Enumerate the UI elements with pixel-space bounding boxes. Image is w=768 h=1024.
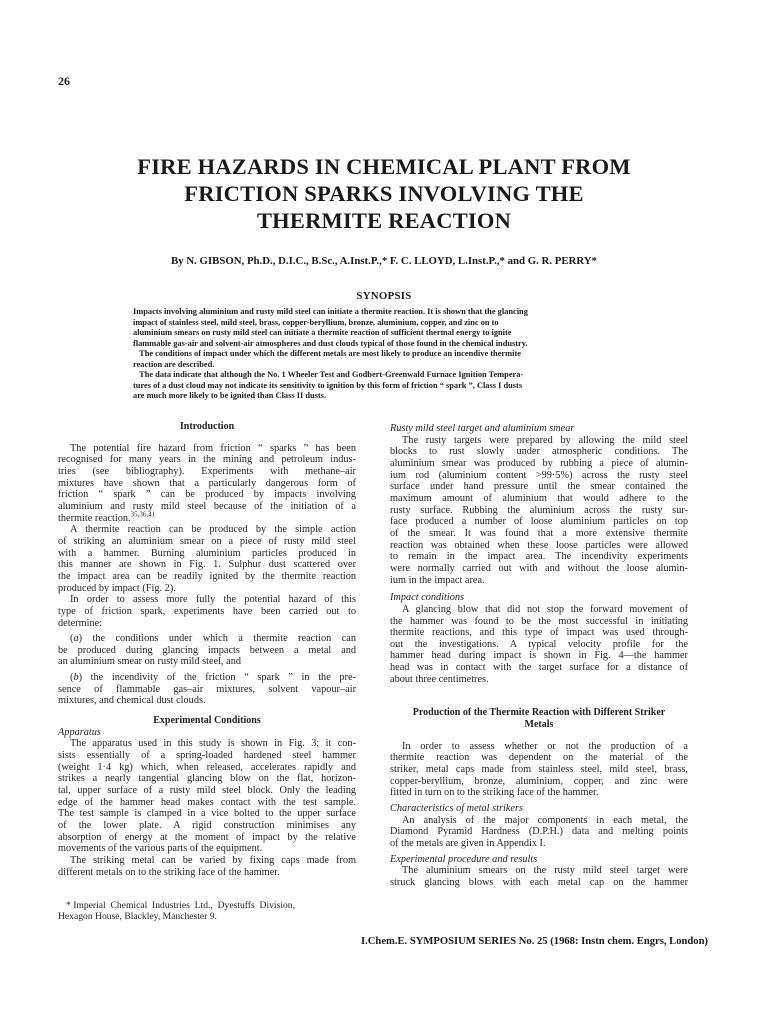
text-line: about three centimetres.: [390, 673, 489, 685]
text-line: thermite reaction was dependent on the material of the: [390, 752, 688, 764]
text-line: (weight 1·4 kg) which, when released, accelerates rapidly and: [58, 761, 356, 773]
text-line: ium rod (aluminium content >99·5%) across the rusty steel: [390, 469, 688, 481]
text-line: The test sample is clamped in a vice bolted to the upper surface: [58, 808, 356, 820]
text-line: to remain in the impact area. The incendivity experiments: [390, 551, 688, 563]
author-line: By N. GIBSON, Ph.D., D.I.C., B.Sc., A.Inst.P.,* F. C. LLOYD, L.Inst.P.,* and G. R. PERRY*: [171, 255, 597, 267]
rusty-target-subheading: Rusty mild steel target and aluminium smear: [390, 423, 575, 434]
text-line: determine:: [58, 617, 103, 629]
paper-title: [60, 153, 708, 234]
list-item-b: [58, 672, 356, 707]
text-line: In order to assess whether or not the production of a: [402, 740, 688, 752]
list-item-a: [58, 633, 356, 668]
text-line: rusty surface. Rubbing the aluminium across the rusty sur-: [390, 504, 688, 516]
right-column: [390, 423, 688, 889]
text-line: mixtures, and chemical dust clouds.: [58, 695, 206, 707]
text-line: Diamond Pyramid Hardness (D.P.H.) data and melting points: [390, 826, 688, 838]
text-line: An analysis of the major components in each metal, the: [402, 814, 688, 826]
text-line: mixtures have shown that a particularly dangerous form of: [58, 477, 356, 489]
synopsis-line: flammable gas-air and solvent-air atmospheres and dust clouds typical of those found in the chemical industry.: [133, 338, 528, 348]
text-line: The aluminium smears on the rusty mild steel target were: [402, 865, 688, 877]
text-line: head was in contact with the target surface for a distance of: [390, 662, 688, 674]
procedure-subheading: Experimental procedure and results: [390, 853, 538, 865]
text-line: surface under hand pressure until the smear contained the: [390, 481, 688, 493]
rusty-target-paragraph: [390, 435, 688, 587]
text-line: tries (see bibliography). Experiments with methane–air: [58, 465, 356, 477]
apparatus-paragraph-2: [58, 855, 356, 878]
title-line: FRICTION SPARKS INVOLVING THE: [184, 181, 584, 206]
footnote-line: Hexagon House, Blackley, Manchester 9.: [58, 911, 217, 923]
text-line: In order to assess more fully the potential hazard of this: [70, 594, 356, 606]
text-line: of the lower plate. A rigid construction minimises any: [58, 820, 356, 831]
text-line: ium in the impact area.: [390, 574, 485, 586]
text-line: face produced a number of loose aluminium particles on top: [390, 516, 688, 528]
text-line: different metals on to the striking face of the hammer.: [58, 866, 280, 878]
production-heading: [390, 707, 688, 730]
text-line: The rusty targets were prepared by allowing the mild steel: [402, 434, 688, 446]
footnote: [58, 900, 356, 922]
characteristics-paragraph: [390, 815, 688, 850]
characteristics-subheading: Characteristics of metal strikers: [390, 803, 523, 815]
production-paragraph: [390, 741, 688, 799]
text-line: A glancing blow that did not stop the forward movement of: [402, 603, 688, 615]
intro-paragraph-2: [58, 524, 356, 594]
synopsis-text: [133, 307, 635, 402]
text-line: maximum amount of aluminium that would adhere to the: [390, 492, 688, 504]
synopsis-line: Impacts involving aluminium and rusty mild steel can initiate a thermite reaction. It is shown that the glancing: [133, 307, 528, 316]
text-line: striker, metal caps made from stainless steel, mild steel, brass,: [390, 764, 688, 776]
text-line: with a hammer. Burning aluminium particles produced in: [58, 547, 356, 559]
text-line: aluminium smear was produced by rubbing a piece of alumin-: [390, 457, 688, 469]
text-line: absorption of energy at the moment of impact by the relative: [58, 831, 356, 843]
apparatus-paragraph-1: [58, 738, 356, 855]
intro-paragraph-1: [58, 443, 356, 525]
apparatus-subheading: Apparatus: [58, 726, 101, 738]
text-line: fitted in turn on to the striking face of the hammer.: [390, 787, 599, 799]
page-number: 26: [58, 74, 70, 88]
text-line: (a) the conditions under which a thermite reaction can: [70, 633, 356, 645]
impact-conditions-paragraph: [390, 604, 688, 686]
text-line: the impact area can be readily ignited by the thermite reaction: [58, 570, 356, 582]
heading-line: Production of the Thermite Reaction with Different Striker: [412, 707, 666, 719]
text-line: movements of the various parts of the equipment.: [58, 843, 263, 855]
synopsis-line: The data indicate that although the No. 1 Wheeler Test and Godbert-Greenwald Furnace Ignition Tempera-: [133, 370, 524, 379]
text-line: out the investigations. A typical velocity profile for the: [390, 638, 688, 650]
experimental-conditions-heading: Experimental Conditions: [153, 715, 261, 727]
impact-conditions-subheading: Impact conditions: [390, 592, 465, 604]
text-line: be produced during glancing impacts between a metal and: [58, 644, 356, 656]
list-marker: b: [73, 672, 79, 684]
synopsis-line: impact of stainless steel, mild steel, brass, copper-beryllium, bronze, aluminium, copper, and zinc on to: [133, 317, 499, 327]
synopsis-line: aluminium smears on rusty mild steel can initiate a thermite reaction of sufficient thermal energy to ignite: [133, 328, 512, 337]
text-line: were normally carried out with and without the loose alumin-: [390, 562, 688, 574]
text-line: reaction was obtained when these loose particles were allowed: [390, 539, 688, 551]
text-line: [58, 510, 356, 525]
synopsis-line: are much more likely to be ignited than Class II dusts.: [133, 391, 327, 400]
text-line: of striking an aluminium smear on a piece of rusty mild steel: [58, 535, 356, 547]
procedure-paragraph: [390, 865, 688, 888]
text-line: hammer head during impact is shown in Fig. 4—the hammer: [390, 650, 688, 662]
text-line: sists essentially of a spring-loaded hardened steel hammer: [58, 750, 356, 762]
text-line: this manner are shown in Fig. 1. Sulphur dust scattered over: [58, 559, 356, 571]
text-line: struck glancing blows with each metal cap on the hammer: [390, 876, 688, 888]
series-footer: I.Chem.E. SYMPOSIUM SERIES No. 25 (1968: Instn chem. Engrs, London): [361, 936, 708, 947]
introduction-heading: Introduction: [179, 421, 235, 432]
text-line: The apparatus used in this study is shown in Fig. 3; it con-: [70, 738, 356, 750]
text-line: tal, upper surface of a rusty mild steel block. Only the leading: [58, 785, 356, 797]
text-line: The striking metal can be varied by fixing caps made from: [70, 854, 356, 866]
footnote-line: * Imperial Chemical Industries Ltd., Dyestuffs Division,: [66, 900, 295, 912]
text-line: friction “ spark ” can be produced by impacts involving: [58, 489, 356, 501]
text-line: of the smear. It was found that a more extensive thermite: [390, 527, 688, 539]
text-line: the hammer was found to be the most successful in initiating: [390, 615, 688, 627]
synopsis-heading: SYNOPSIS: [356, 290, 412, 302]
list-marker: a: [73, 633, 79, 645]
text-line: type of friction spark, experiments have been carried out to: [58, 605, 356, 617]
text-line: The potential fire hazard from friction “ sparks ” has been: [70, 442, 356, 454]
reference-superscript: 35,36,41: [130, 510, 156, 519]
synopsis-line: tures of a dust cloud may not indicate its sensitivity to ignition by this form of friction “ spark ”, Class I dusts: [133, 380, 523, 390]
synopsis-line: reaction are described.: [133, 359, 215, 369]
text-line: (b) the incendivity of the friction “ spark ” in the pre-: [70, 672, 356, 684]
text-line: blocks to rust slowly under atmospheric conditions. The: [390, 446, 688, 458]
text-line: thermite reactions, and this type of impact was used through-: [390, 627, 688, 639]
text-line: edge of the hammer head makes contact with the test sample.: [58, 796, 356, 808]
text-line: recognised for many years in the mining and petroleum indus-: [58, 454, 356, 466]
text-line: of the metals are given in Appendix I.: [390, 838, 546, 849]
text-line: sence of flammable gas–air mixtures, solvent vapour–air: [58, 683, 356, 695]
text-line: aluminium and rusty mild steel because of the initiation of a: [58, 500, 356, 512]
title-line: FIRE HAZARDS IN CHEMICAL PLANT FROM: [137, 154, 631, 179]
text-line: an aluminium smear on rusty mild steel, and: [58, 656, 242, 668]
text-line: A thermite reaction can be produced by the simple action: [70, 524, 356, 536]
synopsis-line: The conditions of impact under which the different metals are most likely to produce an incendive thermite: [133, 349, 521, 358]
text-fragment: thermite reaction.: [58, 512, 131, 524]
title-line: THERMITE REACTION: [256, 208, 512, 233]
text-line: strikes a nearly tangential glancing blow on the flat, horizon-: [58, 773, 356, 785]
intro-paragraph-3: [58, 594, 356, 629]
left-column: [58, 421, 356, 922]
text-line: produced by impact (Fig. 2).: [58, 582, 176, 594]
heading-line: Metals: [524, 719, 554, 731]
text-line: copper-beryllium, bronze, aluminium, copper, and zinc were: [390, 775, 688, 787]
